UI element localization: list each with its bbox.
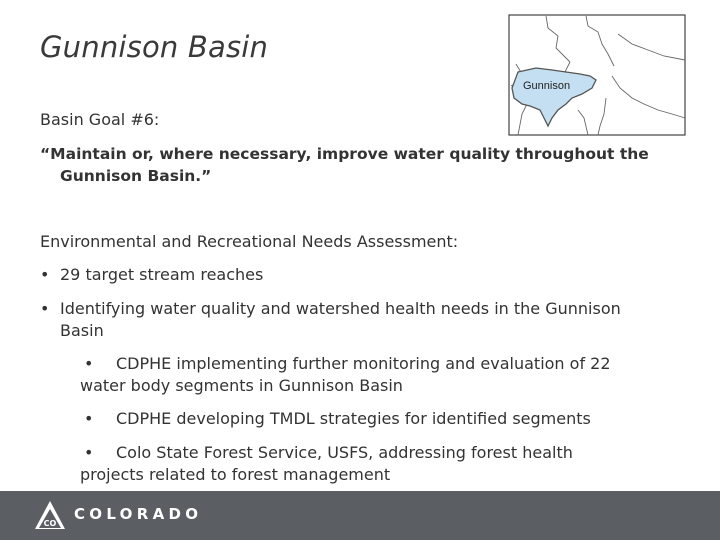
logo-letters: CO [43,519,57,528]
sub-bullet-item [80,442,600,486]
sub-bullet-item [80,408,591,430]
slide-title: Gunnison Basin [40,30,269,64]
sub-bullet-text: CDPHE developing TMDL strategies for identified segments [116,409,591,428]
sub-bullet-text-continuation: water body segments in Gunnison Basin [80,376,403,395]
sub-bullet-marker: • [84,443,94,462]
sub-bullet-text: CDPHE implementing further monitoring and evaluation of 22 [116,354,611,373]
assessment-heading: Environmental and Recreational Needs Assessment: [40,232,459,251]
footer-brand: COLORADO [74,505,203,523]
goal-label: Basin Goal #6: [40,110,160,129]
sub-bullet-item [80,353,640,397]
bullet-text: 29 target stream reaches [60,265,264,284]
bullet-text-continuation: Basin [60,321,104,340]
goal-quote-line-1: “Maintain or, where necessary, improve water quality throughout the [40,145,649,163]
map-label: Gunnison [523,80,571,92]
sub-bullet-marker: • [84,409,94,428]
bullet-text: Identifying water quality and watershed health needs in the Gunnison [60,299,621,318]
goal-quote [40,143,660,187]
bullet-item [40,264,263,286]
bullet-marker: • [40,299,50,318]
gunnison-basin-map [508,14,686,136]
bullet-item [40,298,640,342]
bullet-marker: • [40,265,50,284]
colorado-logo-icon [34,499,66,531]
sub-bullet-marker: • [84,354,94,373]
sub-bullet-text-continuation: projects related to forest management [80,465,391,484]
sub-bullet-text: Colo State Forest Service, USFS, addressing forest health [116,443,573,462]
goal-quote-line-2: Gunnison Basin.” [60,167,212,185]
